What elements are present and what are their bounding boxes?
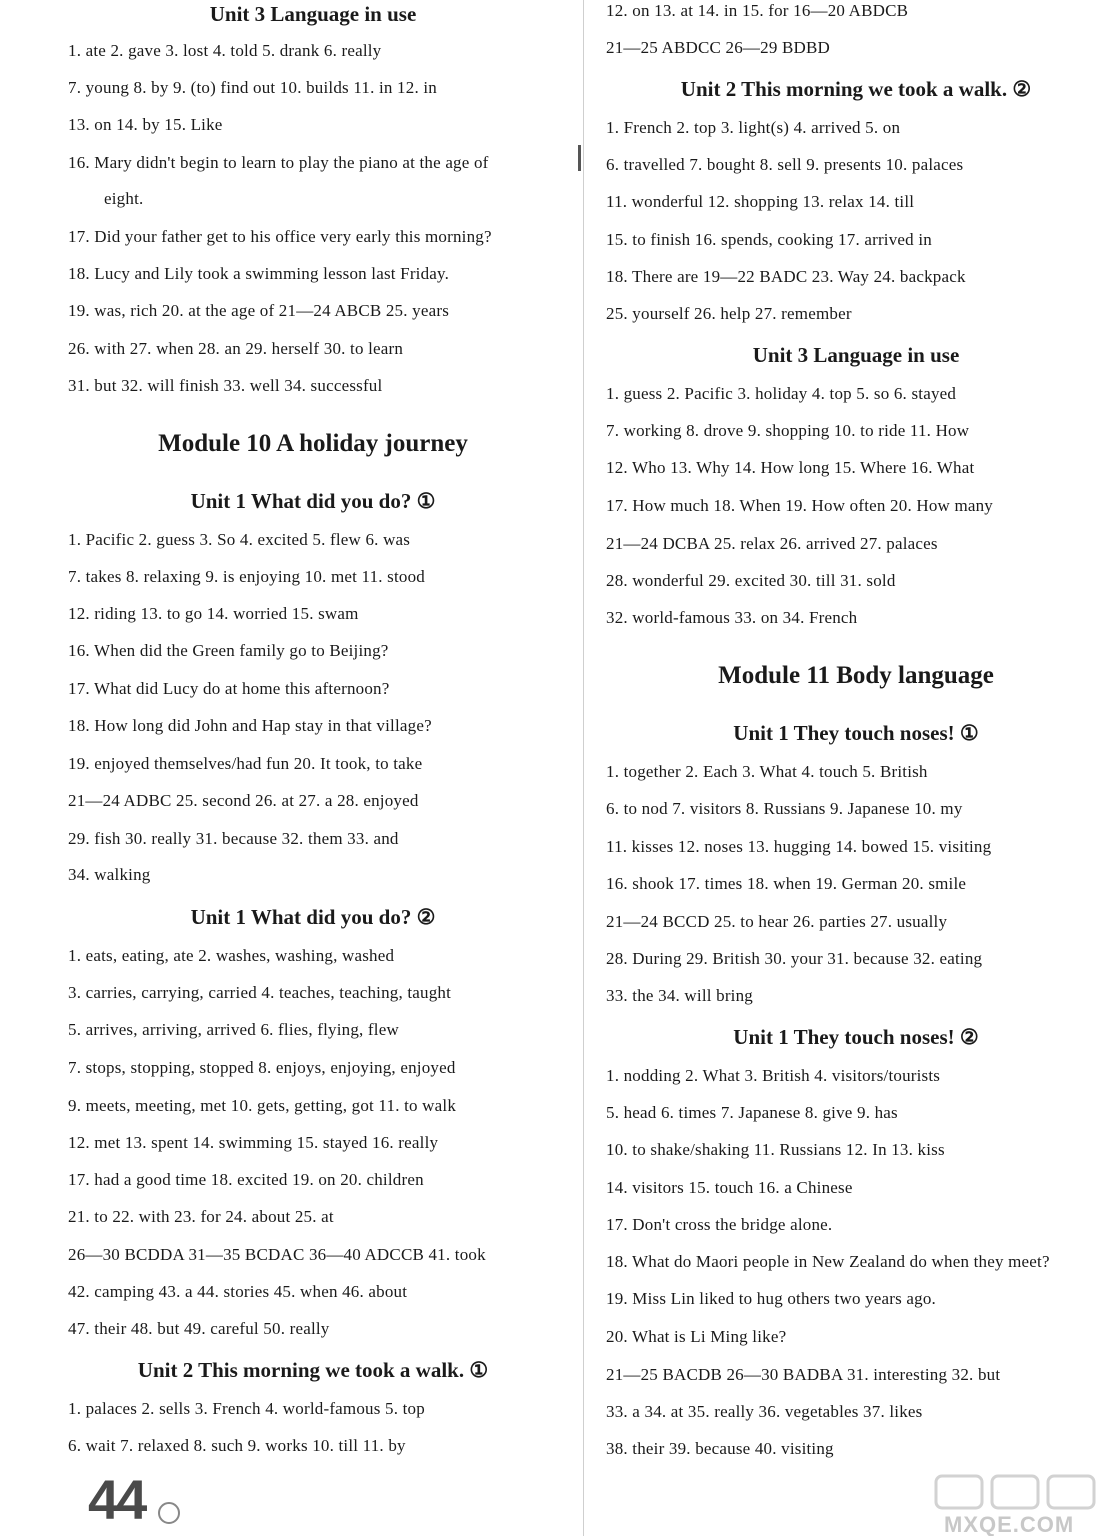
answer-line	[606, 229, 932, 251]
answer-line	[606, 0, 908, 22]
line-text: 34. walking	[68, 865, 151, 884]
answer-line	[68, 1169, 424, 1191]
unit-heading	[606, 719, 1106, 747]
line-text: 17. How much 18. When 19. How often 20. How many	[606, 496, 994, 515]
line-text: 16. When did the Green family go to Beijing?	[68, 641, 389, 660]
line-text: 1. together 2. Each 3. What 4. touch 5. British	[606, 762, 928, 781]
line-text: 32. world-famous 33. on 34. French	[606, 608, 858, 627]
answer-line	[606, 985, 753, 1007]
answer-line	[68, 864, 150, 886]
answer-line	[606, 495, 993, 517]
answer-line	[606, 37, 830, 59]
answer-line	[68, 566, 425, 588]
answer-line	[68, 114, 223, 136]
answer-line	[606, 533, 938, 555]
unit-heading	[68, 487, 558, 515]
line-text: 21—24 BCCD 25. to hear 26. parties 27. usually	[606, 912, 948, 931]
line-text: Unit 3 Language in use	[752, 343, 960, 367]
answer-line	[606, 1438, 834, 1460]
answer-line	[68, 1057, 456, 1079]
answer-line	[606, 1177, 853, 1199]
answer-line	[606, 303, 852, 325]
answer-line	[68, 1132, 438, 1154]
line-text: 21. to 22. with 23. for 24. about 25. at	[68, 1207, 334, 1226]
line-text: Unit 1 They touch noses! ①	[733, 721, 979, 745]
answer-line	[68, 1019, 399, 1041]
line-text: 19. enjoyed themselves/had fun 20. It took, to take	[68, 754, 423, 773]
line-text: 5. head 6. times 7. Japanese 8. give 9. has	[606, 1103, 898, 1122]
line-text: 7. working 8. drove 9. shopping 10. to ride 11. How	[606, 421, 970, 440]
answer-line	[68, 77, 437, 99]
page-number: 44	[88, 1468, 145, 1531]
line-text: 33. a 34. at 35. really 36. vegetables 37. likes	[606, 1402, 923, 1421]
answer-line	[68, 715, 432, 737]
line-text: 1. ate 2. gave 3. lost 4. told 5. drank 6. really	[68, 41, 382, 60]
answer-line	[606, 1326, 786, 1348]
unit-heading	[68, 903, 558, 931]
answer-line	[68, 152, 489, 174]
answer-line	[606, 1364, 1000, 1386]
line-text: 21—24 DCBA 25. relax 26. arrived 27. palaces	[606, 534, 938, 553]
line-text: 47. their 48. but 49. careful 50. really	[68, 1319, 330, 1338]
answer-line	[606, 948, 982, 970]
line-text: 12. on 13. at 14. in 15. for 16—20 ABDCB	[606, 1, 909, 20]
unit-heading	[606, 75, 1106, 103]
line-text: Unit 1 What did you do? ①	[190, 489, 436, 513]
unit-heading	[68, 0, 558, 28]
line-text: 1. guess 2. Pacific 3. holiday 4. top 5. so 6. stayed	[606, 384, 957, 403]
line-text: 5. arrives, arriving, arrived 6. flies, flying, flew	[68, 1020, 399, 1039]
line-text: 6. to nod 7. visitors 8. Russians 9. Japanese 10. my	[606, 799, 963, 818]
answer-line	[68, 300, 449, 322]
line-text: 19. Miss Lin liked to hug others two years ago.	[606, 1289, 937, 1308]
line-text: 18. What do Maori people in New Zealand do when they meet?	[606, 1252, 1050, 1271]
answer-line	[606, 191, 914, 213]
answer-line	[606, 607, 857, 629]
answer-line	[68, 1095, 456, 1117]
unit-heading	[68, 1356, 558, 1384]
answer-line	[606, 1065, 940, 1087]
module-heading	[68, 428, 558, 460]
line-text: 7. young 8. by 9. (to) find out 10. builds 11. in 12. in	[68, 78, 437, 97]
line-text: 6. wait 7. relaxed 8. such 9. works 10. till 11. by	[68, 1436, 406, 1455]
line-text: 9. meets, meeting, met 10. gets, getting, got 11. to walk	[68, 1096, 457, 1115]
answer-line	[68, 678, 390, 700]
unit-heading	[606, 341, 1106, 369]
line-text: 29. fish 30. really 31. because 32. them 33. and	[68, 829, 399, 848]
answer-line	[606, 1139, 945, 1161]
answer-line	[68, 603, 359, 625]
line-text: 21—25 ABDCC 26—29 BDBD	[606, 38, 831, 57]
watermark-text: MXQE.COM	[944, 1512, 1075, 1536]
line-text: 1. eats, eating, ate 2. washes, washing, washed	[68, 946, 395, 965]
answer-line	[68, 529, 410, 551]
line-text: 26—30 BCDDA 31—35 BCDAC 36—40 ADCCB 41. took	[68, 1245, 486, 1264]
line-text: 42. camping 43. a 44. stories 45. when 46. about	[68, 1282, 408, 1301]
line-text: 1. nodding 2. What 3. British 4. visitors/tourists	[606, 1066, 941, 1085]
answer-line	[68, 982, 451, 1004]
watermark-logo	[930, 1470, 1110, 1536]
answer-line	[68, 263, 449, 285]
answer-line	[606, 1251, 1050, 1273]
line-text: 12. met 13. spent 14. swimming 15. stayed 16. really	[68, 1133, 439, 1152]
column-divider	[583, 0, 584, 1536]
line-text: 28. wonderful 29. excited 30. till 31. sold	[606, 571, 896, 590]
line-text: 16. shook 17. times 18. when 19. German 20. smile	[606, 874, 967, 893]
line-text: 17. Did your father get to his office very early this morning?	[68, 227, 492, 246]
line-text: 26. with 27. when 28. an 29. herself 30. to learn	[68, 339, 404, 358]
line-text: 31. but 32. will finish 33. well 34. successful	[68, 376, 383, 395]
line-text: 11. kisses 12. noses 13. hugging 14. bowed 15. visiting	[606, 837, 992, 856]
line-text: Unit 1 They touch noses! ②	[733, 1025, 979, 1049]
answer-line	[606, 383, 956, 405]
answer-line	[68, 375, 382, 397]
line-text: 28. During 29. British 30. your 31. because 32. eating	[606, 949, 983, 968]
answer-line	[606, 570, 896, 592]
line-text: 20. What is Li Ming like?	[606, 1327, 787, 1346]
answer-line	[68, 753, 422, 775]
answer-line	[606, 1214, 832, 1236]
answer-line	[606, 873, 966, 895]
line-text: Module 10 A holiday journey	[158, 430, 468, 457]
line-text: 1. French 2. top 3. light(s) 4. arrived 5. on	[606, 118, 901, 137]
answer-line	[68, 338, 403, 360]
line-text: 17. What did Lucy do at home this afternoon?	[68, 679, 390, 698]
line-text: 13. on 14. by 15. Like	[68, 115, 223, 134]
answer-line	[606, 798, 963, 820]
line-text: 19. was, rich 20. at the age of 21—24 ABCB 25. years	[68, 301, 450, 320]
line-text: eight.	[104, 189, 144, 208]
answer-line	[606, 1401, 922, 1423]
answer-line	[68, 226, 492, 248]
page-dot-icon	[158, 1502, 180, 1524]
answer-line	[606, 457, 974, 479]
unit-heading	[606, 1023, 1106, 1051]
line-text: 10. to shake/shaking 11. Russians 12. In 13. kiss	[606, 1140, 945, 1159]
line-text: Unit 2 This morning we took a walk. ①	[137, 1358, 489, 1382]
line-text: 12. Who 13. Why 14. How long 15. Where 16. What	[606, 458, 975, 477]
line-text: Module 11 Body language	[718, 662, 994, 689]
answer-line	[68, 640, 389, 662]
answer-line	[606, 911, 947, 933]
answer-line	[606, 761, 928, 783]
line-text: 14. visitors 15. touch 16. a Chinese	[606, 1178, 853, 1197]
answer-line	[606, 154, 963, 176]
line-text: 21—25 BACDB 26—30 BADBA 31. interesting 32. but	[606, 1365, 1001, 1384]
answer-line	[68, 790, 419, 812]
line-text: 3. carries, carrying, carried 4. teaches, teaching, taught	[68, 983, 452, 1002]
line-text: 1. palaces 2. sells 3. French 4. world-famous 5. top	[68, 1399, 425, 1418]
line-text: Unit 1 What did you do? ②	[190, 905, 436, 929]
answer-line	[68, 1318, 330, 1340]
answer-line	[606, 1288, 936, 1310]
answer-line	[606, 836, 991, 858]
module-heading	[606, 660, 1106, 692]
line-text: 7. takes 8. relaxing 9. is enjoying 10. met 11. stood	[68, 567, 426, 586]
answer-line	[68, 1206, 334, 1228]
answer-line	[68, 828, 399, 850]
line-text: 16. Mary didn't begin to learn to play the piano at the age of	[68, 153, 489, 172]
line-text: 15. to finish 16. spends, cooking 17. arrived in	[606, 230, 932, 249]
answer-line	[68, 1244, 486, 1266]
answer-line	[606, 420, 969, 442]
line-text: Unit 2 This morning we took a walk. ②	[680, 77, 1032, 101]
line-text: 21—24 ADBC 25. second 26. at 27. a 28. enjoyed	[68, 791, 419, 810]
answer-line	[68, 1398, 425, 1420]
line-text: 25. yourself 26. help 27. remember	[606, 304, 852, 323]
line-text: 12. riding 13. to go 14. worried 15. swam	[68, 604, 359, 623]
line-text: 33. the 34. will bring	[606, 986, 753, 1005]
answer-line	[68, 1281, 407, 1303]
line-text: 6. travelled 7. bought 8. sell 9. presents 10. palaces	[606, 155, 964, 174]
line-text: 18. How long did John and Hap stay in that village?	[68, 716, 432, 735]
line-text: 18. There are 19—22 BADC 23. Way 24. backpack	[606, 267, 966, 286]
line-text: Unit 3 Language in use	[209, 2, 417, 26]
answer-line	[606, 266, 966, 288]
line-text: 38. their 39. because 40. visiting	[606, 1439, 834, 1458]
answer-line	[68, 945, 394, 967]
line-text: 1. Pacific 2. guess 3. So 4. excited 5. flew 6. was	[68, 530, 411, 549]
answer-line	[606, 1102, 898, 1124]
line-text: 17. had a good time 18. excited 19. on 20. children	[68, 1170, 424, 1189]
line-text: 11. wonderful 12. shopping 13. relax 14. till	[606, 192, 915, 211]
line-text: 7. stops, stopping, stopped 8. enjoys, enjoying, enjoyed	[68, 1058, 456, 1077]
answer-line	[68, 40, 381, 62]
answer-line	[68, 1435, 406, 1457]
gutter-mark	[578, 145, 581, 171]
line-text: 18. Lucy and Lily took a swimming lesson last Friday.	[68, 264, 450, 283]
line-text: 17. Don't cross the bridge alone.	[606, 1215, 833, 1234]
answer-line	[606, 117, 900, 139]
answer-line	[68, 188, 143, 210]
